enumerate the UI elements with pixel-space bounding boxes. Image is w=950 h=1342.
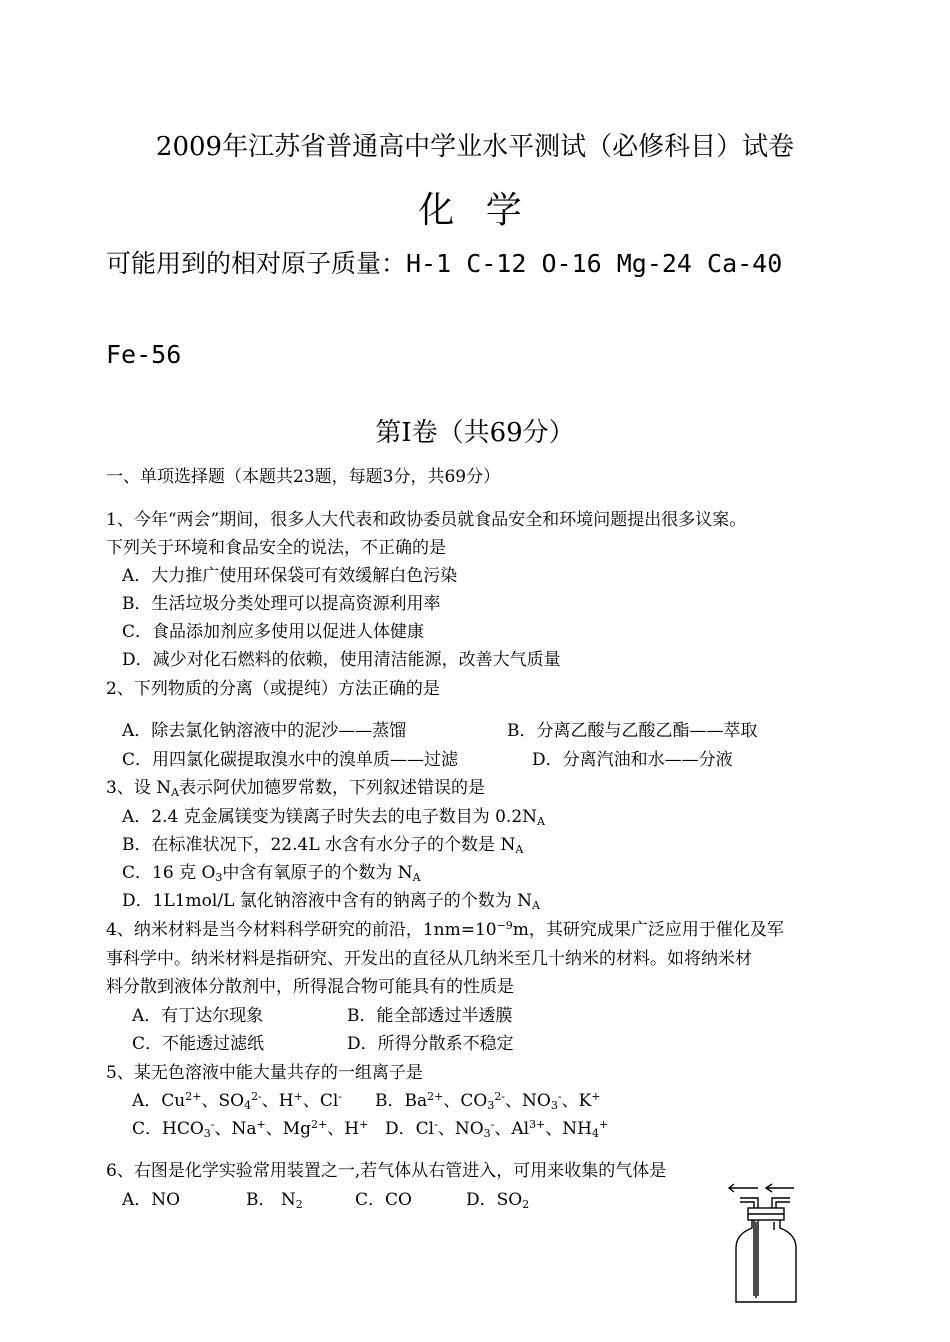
q6-option-d-text: D．SO	[466, 1190, 523, 1210]
q3-option-a	[122, 802, 545, 828]
ion: NO	[522, 1091, 551, 1111]
separator: 、	[561, 1091, 579, 1111]
q1-option-b: B．生活垃圾分类处理可以提高资源利用率	[122, 594, 441, 614]
q2-option-c: C．用四氯化碳提取溴水中的溴单质——过滤	[122, 750, 459, 770]
charge: +	[591, 1090, 601, 1103]
subscript: A	[537, 815, 545, 828]
ion: Mg	[282, 1119, 312, 1139]
charge: 2-	[494, 1090, 506, 1103]
subscript: A	[515, 843, 524, 856]
subscript: A	[412, 871, 421, 884]
q2-option-d: D．分离汽油和水——分液	[532, 750, 733, 770]
superscript: −9	[496, 919, 513, 932]
q6-stem: 6、右图是化学实验常用装置之一,若气体从右管进入，可用来收集的气体是	[106, 1161, 667, 1181]
q4-option-c: C．不能透过滤纸	[132, 1034, 265, 1054]
charge: 2-	[251, 1090, 262, 1103]
exam-title: 2009年江苏省普通高中学业水平测试（必修科目）试卷	[155, 132, 795, 162]
option-label: B．	[375, 1091, 405, 1111]
ion: H	[344, 1119, 360, 1139]
q6-option-a: A．NO	[122, 1190, 181, 1210]
q6-option-b	[246, 1185, 303, 1211]
separator: 、	[505, 1091, 523, 1111]
q5-option-b	[375, 1086, 600, 1112]
subscript: 3	[487, 1099, 495, 1112]
ion: Ba	[404, 1091, 428, 1111]
atomic-masses-line-1: 可能用到的相对原子质量：H-1 C-12 O-16 Mg-24 Ca-40	[106, 249, 783, 278]
charge: +	[293, 1090, 303, 1103]
section-title: 第Ⅰ卷（共69分）	[375, 418, 575, 448]
q4-stem-text: 4、纳米材料是当今材料科学研究的前沿，1nm=10	[106, 920, 497, 940]
q6-option-b-text: B． N	[246, 1190, 296, 1210]
q6-option-c: C．CO	[355, 1190, 412, 1210]
subscript: A	[171, 786, 180, 799]
bottle-body	[736, 1220, 796, 1302]
subscript: A	[532, 899, 540, 912]
q5-option-d	[385, 1114, 608, 1140]
subscript: 4	[244, 1099, 252, 1112]
q1-stem-line-1: 1、今年“两会”期间，很多人大代表和政协委员就食品安全和环境问题提出很多议案。	[106, 510, 747, 530]
separator: 、	[437, 1119, 455, 1139]
q3-option-c-text-2: 中含有氧原子的个数为 N	[222, 863, 413, 883]
q4-stem-line-1	[106, 915, 784, 940]
charge: +	[359, 1118, 369, 1131]
q5-option-a	[132, 1086, 342, 1112]
ion: K	[578, 1091, 592, 1111]
subscript: 3	[550, 1099, 558, 1112]
charge: +	[256, 1118, 266, 1131]
charge: 2+	[311, 1118, 328, 1131]
q4-stem-text-2: m，其研究成果广泛应用于催化及军	[512, 920, 784, 940]
ion: HCO	[162, 1119, 204, 1139]
subscript: 4	[591, 1127, 599, 1140]
ion: NH	[562, 1119, 592, 1139]
separator: 、	[214, 1119, 232, 1139]
q6-option-d	[466, 1185, 529, 1211]
separator: 、	[261, 1091, 279, 1111]
q4-option-a: A．有丁达尔现象	[132, 1006, 264, 1026]
q3-option-a-text: A．2.4 克金属镁变为镁离子时失去的电子数目为 0.2N	[122, 807, 538, 827]
separator: 、	[327, 1119, 345, 1139]
q4-option-b: B．能全部透过半透膜	[347, 1006, 513, 1026]
q1-option-d: D．减少对化石燃料的依赖，使用清洁能源，改善大气质量	[122, 650, 561, 670]
option-label: C．	[132, 1119, 163, 1139]
subscript: 2	[522, 1198, 530, 1211]
subscript: 2	[295, 1198, 303, 1211]
ion: SO	[218, 1091, 245, 1111]
q4-stem-line-3: 料分散到液体分散剂中，所得混合物可能具有的性质是	[106, 977, 514, 997]
subscript: 3	[483, 1127, 491, 1140]
separator: 、	[443, 1091, 461, 1111]
atomic-masses-line-2: Fe-56	[106, 340, 182, 369]
ion: H	[278, 1091, 294, 1111]
option-label: A．	[132, 1091, 162, 1111]
ion: Cu	[161, 1091, 186, 1111]
charge: 2+	[427, 1090, 444, 1103]
q5-stem: 5、某无色溶液中能大量共存的一组离子是	[106, 1063, 423, 1083]
gas-collection-bottle-figure	[718, 1178, 808, 1306]
charge: -	[338, 1090, 342, 1103]
ion: Cl	[319, 1091, 339, 1111]
separator: 、	[201, 1091, 219, 1111]
separator: 、	[265, 1119, 283, 1139]
charge: +	[598, 1118, 609, 1131]
q3-stem-pre: 3、设 N	[106, 778, 172, 798]
q1-stem-line-2: 下列关于环境和食品安全的说法，不正确的是	[106, 538, 446, 558]
charge: -	[490, 1118, 495, 1131]
charge: -	[434, 1118, 438, 1131]
ion: Cl	[415, 1119, 435, 1139]
charge: -	[557, 1090, 562, 1103]
option-label: D．	[385, 1119, 416, 1139]
q3-option-c-text: C．16 克 O	[122, 863, 216, 883]
charge: 2+	[185, 1090, 202, 1103]
q1-option-c: C．食品添加剂应多使用以促进人体健康	[122, 622, 425, 642]
q4-option-d: D．所得分散系不稳定	[347, 1034, 514, 1054]
q3-option-b-text: B．在标准状况下，22.4L 水含有水分子的个数是 N	[122, 835, 516, 855]
ion: Na	[231, 1119, 257, 1139]
ion: NO	[454, 1119, 484, 1139]
separator: 、	[545, 1119, 563, 1139]
q3-stem	[106, 773, 485, 799]
q2-option-a: A．除去氯化钠溶液中的泥沙——蒸馏	[122, 721, 407, 741]
subscript: 3	[203, 1127, 211, 1140]
subject-title: 化 学	[418, 190, 532, 231]
q3-option-c	[122, 858, 421, 884]
q3-option-d-text: D．1L1mol/L 氯化钠溶液中含有的钠离子的个数为 N	[122, 891, 533, 911]
q2-option-b: B．分离乙酸与乙酸乙酯——萃取	[507, 721, 758, 741]
q1-option-a: A．大力推广使用环保袋可有效缓解白色污染	[122, 566, 458, 586]
charge: 3+	[529, 1118, 546, 1131]
q5-option-c	[132, 1114, 368, 1140]
charge: -	[210, 1118, 215, 1131]
ion: CO	[460, 1091, 488, 1111]
section-instruction: 一、单项选择题（本题共23题，每题3分，共69分）	[106, 467, 501, 487]
q4-stem-line-2: 事科学中。纳米材料是指研究、开发出的直径从几纳米至几十纳米的材料。如将纳米材	[106, 949, 752, 969]
q3-stem-post: 表示阿伏加德罗常数，下列叙述错误的是	[179, 778, 486, 798]
q3-option-d	[122, 886, 540, 912]
ion: Al	[511, 1119, 530, 1139]
subscript: 3	[215, 871, 223, 884]
q3-option-b	[122, 830, 523, 856]
separator: 、	[494, 1119, 512, 1139]
q2-stem: 2、下列物质的分离（或提纯）方法正确的是	[106, 679, 440, 699]
separator: 、	[302, 1091, 320, 1111]
